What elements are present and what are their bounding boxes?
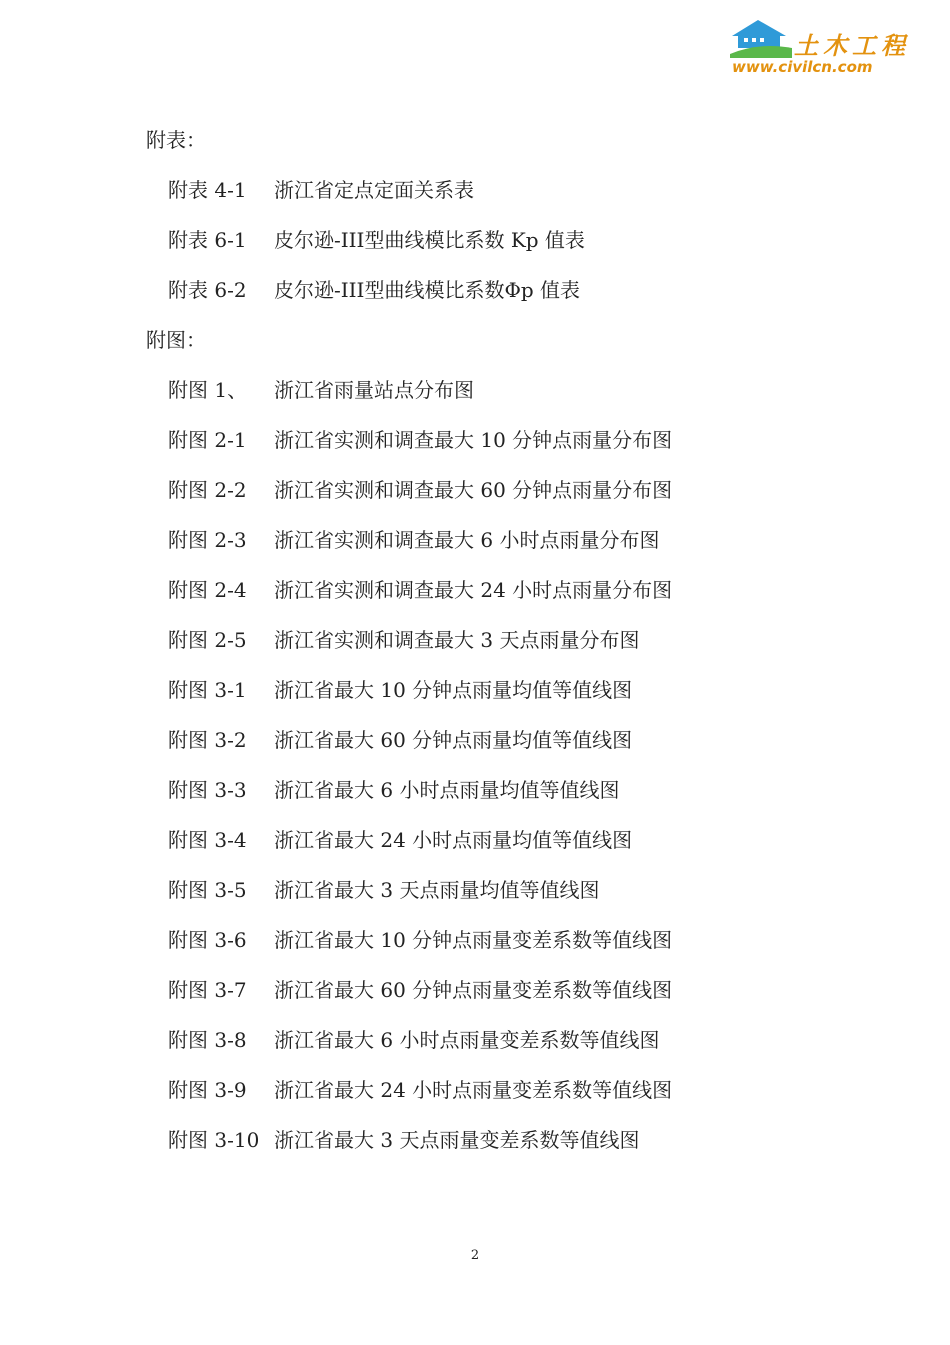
page-number: 2 <box>470 1248 480 1263</box>
list-item <box>146 368 866 418</box>
list-item <box>146 1068 866 1118</box>
item-number: 附图 3-9 <box>168 1078 247 1102</box>
item-title: 浙江省最大 10 分钟点雨量均值等值线图 <box>274 678 633 702</box>
item-title: 浙江省实测和调查最大 24 小时点雨量分布图 <box>274 578 673 602</box>
item-title: 浙江省最大 60 分钟点雨量变差系数等值线图 <box>274 978 673 1002</box>
list-item <box>146 968 866 1018</box>
item-number: 附图 3-1 <box>168 678 247 702</box>
item-title: 浙江省雨量站点分布图 <box>274 378 474 402</box>
logo-text: 土木工程 <box>794 32 910 60</box>
item-title: 浙江省最大 10 分钟点雨量变差系数等值线图 <box>274 928 673 952</box>
item-number: 附图 2-3 <box>168 528 247 552</box>
tables-list <box>146 168 866 318</box>
item-number: 附图 2-1 <box>168 428 247 452</box>
list-item <box>146 168 866 218</box>
item-number: 附图 3-3 <box>168 778 247 802</box>
list-item <box>146 768 866 818</box>
item-number: 附图 3-6 <box>168 928 247 952</box>
item-title: 浙江省最大 6 小时点雨量变差系数等值线图 <box>274 1028 660 1052</box>
item-number: 附表 6-2 <box>168 278 247 302</box>
item-number: 附表 4-1 <box>168 178 247 202</box>
list-item <box>146 468 866 518</box>
item-title: 浙江省定点定面关系表 <box>274 178 474 202</box>
logo-url: www.civilcn.com <box>732 58 873 76</box>
item-title: 浙江省实测和调查最大 60 分钟点雨量分布图 <box>274 478 673 502</box>
list-item <box>146 268 866 318</box>
item-number: 附图 3-5 <box>168 878 247 902</box>
item-title: 浙江省实测和调查最大 6 小时点雨量分布图 <box>274 528 660 552</box>
list-item <box>146 1018 866 1068</box>
item-title: 浙江省实测和调查最大 10 分钟点雨量分布图 <box>274 428 673 452</box>
item-number: 附图 2-2 <box>168 478 247 502</box>
item-number: 附图 3-10 <box>168 1128 260 1152</box>
item-title: 浙江省最大 24 小时点雨量均值等值线图 <box>274 828 633 852</box>
tables-heading: 附表： <box>146 128 206 152</box>
item-title: 浙江省最大 24 小时点雨量变差系数等值线图 <box>274 1078 673 1102</box>
item-number: 附图 1、 <box>168 378 248 402</box>
list-item <box>146 818 866 868</box>
list-item <box>146 718 866 768</box>
list-item <box>146 668 866 718</box>
list-item <box>146 618 866 668</box>
item-title: 浙江省最大 60 分钟点雨量均值等值线图 <box>274 728 633 752</box>
item-title: 浙江省最大 3 天点雨量变差系数等值线图 <box>274 1128 640 1152</box>
list-item <box>146 868 866 918</box>
site-logo <box>728 18 918 80</box>
list-item <box>146 568 866 618</box>
item-number: 附图 3-4 <box>168 828 247 852</box>
list-item <box>146 1118 866 1168</box>
item-number: 附图 3-7 <box>168 978 247 1002</box>
item-number: 附图 2-5 <box>168 628 247 652</box>
figures-heading: 附图： <box>146 328 206 352</box>
item-title: 皮尔逊-III型曲线模比系数Φp 值表 <box>274 278 581 302</box>
item-title: 皮尔逊-III型曲线模比系数 Kp 值表 <box>274 228 585 252</box>
figures-list <box>146 368 866 1168</box>
list-item <box>146 518 866 568</box>
item-number: 附表 6-1 <box>168 228 247 252</box>
list-item <box>146 218 866 268</box>
item-title: 浙江省最大 3 天点雨量均值等值线图 <box>274 878 600 902</box>
item-number: 附图 2-4 <box>168 578 247 602</box>
list-item <box>146 418 866 468</box>
list-item <box>146 918 866 968</box>
item-number: 附图 3-8 <box>168 1028 247 1052</box>
item-title: 浙江省实测和调查最大 3 天点雨量分布图 <box>274 628 640 652</box>
appendix-list <box>146 118 866 1168</box>
house-icon <box>728 18 794 58</box>
item-title: 浙江省最大 6 小时点雨量均值等值线图 <box>274 778 620 802</box>
item-number: 附图 3-2 <box>168 728 247 752</box>
